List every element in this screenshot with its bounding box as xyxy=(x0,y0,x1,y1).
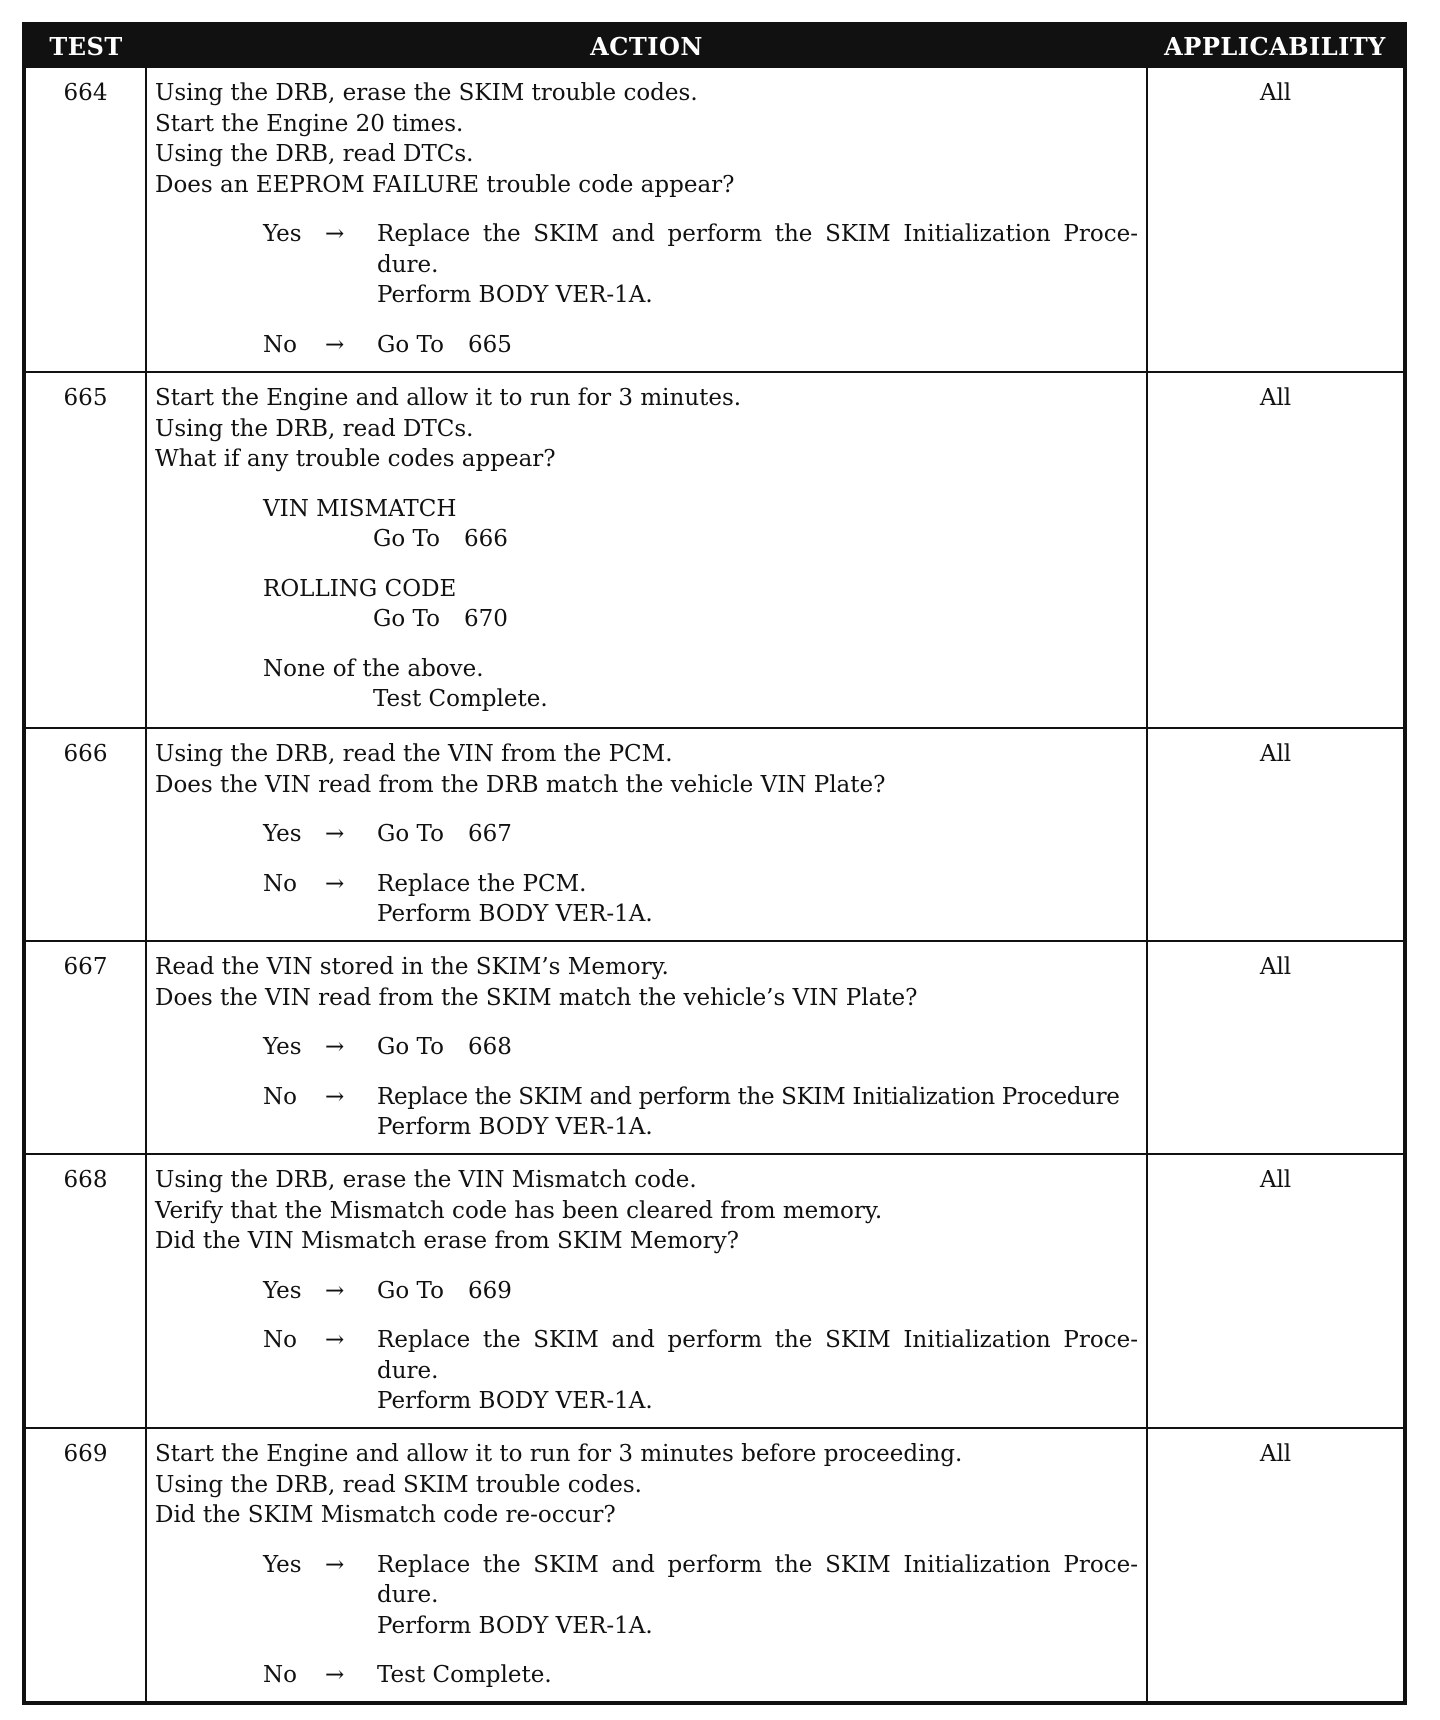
table-row xyxy=(24,728,1405,941)
result-line: Perform BODY VER-1A. xyxy=(377,282,653,308)
arrow-icon: → xyxy=(325,331,345,358)
goto-text: Go To xyxy=(377,331,444,358)
question-line: Does the VIN read from the DRB match the vehicle VIN Plate? xyxy=(155,771,886,798)
question-line: Using the DRB, read DTCs. xyxy=(155,141,474,167)
arrow-icon: → xyxy=(325,1551,345,1578)
yes-label: Yes xyxy=(263,821,302,847)
applicability-value: All xyxy=(1147,941,1405,1154)
test-number: 666 xyxy=(24,728,146,941)
arrow-icon: → xyxy=(325,821,345,847)
goto-text: Go To xyxy=(373,526,440,552)
no-branch xyxy=(263,1082,1138,1143)
result-line: Replace the SKIM and perform the SKIM Initialization Procedure xyxy=(377,1083,1120,1110)
yes-branch xyxy=(263,1032,1138,1063)
result-line: Perform BODY VER-1A. xyxy=(377,901,653,927)
goto-number: 665 xyxy=(467,331,512,358)
diagnostic-test-table xyxy=(22,22,1407,1705)
action-cell xyxy=(146,1428,1147,1703)
question-line: Using the DRB, read SKIM trouble codes. xyxy=(155,1471,642,1498)
no-branch xyxy=(263,1660,1138,1691)
result-line: Replace the SKIM and perform the SKIM Initialization Proce- xyxy=(377,1327,1138,1353)
question-line: Did the SKIM Mismatch code re-occur? xyxy=(155,1502,616,1528)
goto-text: Go To xyxy=(377,1277,444,1304)
applicability-value: All xyxy=(1147,1154,1405,1428)
test-number: 669 xyxy=(24,1428,146,1703)
table-row xyxy=(24,941,1405,1154)
result-line: Test Complete. xyxy=(377,1662,552,1688)
action-cell xyxy=(146,67,1147,372)
question-line: Did the VIN Mismatch erase from SKIM Memory? xyxy=(155,1228,739,1254)
test-number: 668 xyxy=(24,1154,146,1428)
diagnostic-sheet xyxy=(22,22,1403,1705)
question-line: Start the Engine and allow it to run for 3 minutes. xyxy=(155,385,742,411)
action-cell xyxy=(146,1154,1147,1428)
goto-text: Go To xyxy=(377,1034,444,1060)
header-test: TEST xyxy=(24,24,146,67)
question-line: Read the VIN stored in the SKIM’s Memory. xyxy=(155,954,669,980)
question-line: What if any trouble codes appear? xyxy=(155,446,556,472)
question-line: Does an EEPROM FAILURE trouble code appear? xyxy=(155,171,735,198)
option-result xyxy=(373,524,1138,555)
no-result xyxy=(377,1082,1138,1143)
yes-branch xyxy=(263,1276,1138,1307)
result-line: dure. xyxy=(377,1357,439,1384)
result-line: Perform BODY VER-1A. xyxy=(377,1114,653,1140)
no-branch xyxy=(263,869,1138,930)
code-option xyxy=(263,494,1138,555)
goto-text: Go To xyxy=(373,606,440,632)
goto-text: Go To xyxy=(377,821,444,847)
header-applicability: APPLICABILITY xyxy=(1147,24,1405,67)
arrow-icon: → xyxy=(325,1662,345,1688)
code-option xyxy=(263,654,1138,715)
no-result xyxy=(377,1660,1138,1691)
test-number: 664 xyxy=(24,67,146,372)
option-result xyxy=(373,604,1138,635)
question-line: Using the DRB, read DTCs. xyxy=(155,415,474,442)
question-line: Start the Engine and allow it to run for 3 minutes before proceeding. xyxy=(155,1441,963,1467)
no-result xyxy=(377,1325,1138,1417)
arrow-icon: → xyxy=(325,1083,345,1110)
applicability-value: All xyxy=(1147,728,1405,941)
result-line: dure. xyxy=(377,251,439,278)
no-result xyxy=(377,330,1138,361)
yes-label: Yes xyxy=(263,1034,302,1060)
arrow-icon: → xyxy=(325,1034,345,1060)
goto-number: 668 xyxy=(467,1034,512,1060)
no-result xyxy=(377,869,1138,930)
applicability-value: All xyxy=(1147,372,1405,728)
option-label: ROLLING CODE xyxy=(263,575,457,602)
no-branch xyxy=(263,1325,1138,1417)
yes-result xyxy=(377,819,1138,850)
arrow-icon: → xyxy=(325,1277,345,1304)
yes-label: Yes xyxy=(263,1277,302,1304)
arrow-icon: → xyxy=(325,221,345,247)
question-line: Verify that the Mismatch code has been cleared from memory. xyxy=(155,1197,883,1224)
yes-label: Yes xyxy=(263,221,302,247)
table-row xyxy=(24,1154,1405,1428)
result-line: Perform BODY VER-1A. xyxy=(377,1612,653,1639)
table-row xyxy=(24,1428,1405,1703)
question-line: Using the DRB, erase the VIN Mismatch code. xyxy=(155,1167,697,1193)
question-line: Using the DRB, read the VIN from the PCM. xyxy=(155,741,673,767)
code-option xyxy=(263,574,1138,635)
test-number: 667 xyxy=(24,941,146,1154)
no-label: No xyxy=(263,331,297,358)
no-label: No xyxy=(263,1662,297,1688)
action-cell xyxy=(146,941,1147,1154)
option-result: Test Complete. xyxy=(373,686,548,712)
applicability-value: All xyxy=(1147,1428,1405,1703)
question-line: Does the VIN read from the SKIM match the vehicle’s VIN Plate? xyxy=(155,984,918,1011)
yes-label: Yes xyxy=(263,1551,302,1578)
no-branch xyxy=(263,330,1138,361)
yes-result xyxy=(377,1550,1138,1642)
question-line: Using the DRB, erase the SKIM trouble codes. xyxy=(155,80,698,106)
action-cell xyxy=(146,372,1147,728)
result-line: Replace the PCM. xyxy=(377,870,587,897)
goto-number: 666 xyxy=(463,526,508,552)
question-line: Start the Engine 20 times. xyxy=(155,110,464,137)
goto-number: 669 xyxy=(467,1277,512,1304)
no-label: No xyxy=(263,1327,297,1353)
yes-branch xyxy=(263,219,1138,311)
header-action: ACTION xyxy=(146,24,1147,67)
arrow-icon: → xyxy=(325,1327,345,1353)
result-line: dure. xyxy=(377,1582,439,1608)
arrow-icon: → xyxy=(325,870,345,897)
yes-result xyxy=(377,1276,1138,1307)
table-row xyxy=(24,67,1405,372)
goto-number: 670 xyxy=(463,606,508,632)
test-number: 665 xyxy=(24,372,146,728)
no-label: No xyxy=(263,870,297,897)
yes-result xyxy=(377,1032,1138,1063)
no-label: No xyxy=(263,1083,297,1110)
goto-number: 667 xyxy=(467,821,512,847)
result-line: Replace the SKIM and perform the SKIM Initialization Proce- xyxy=(377,221,1138,247)
option-label: None of the above. xyxy=(263,655,484,682)
table-header xyxy=(24,24,1405,67)
option-label: VIN MISMATCH xyxy=(263,495,457,522)
yes-branch xyxy=(263,819,1138,850)
action-cell xyxy=(146,728,1147,941)
yes-branch xyxy=(263,1550,1138,1642)
applicability-value: All xyxy=(1147,67,1405,372)
table-row xyxy=(24,372,1405,728)
yes-result xyxy=(377,219,1138,311)
result-line: Replace the SKIM and perform the SKIM Initialization Proce- xyxy=(377,1551,1138,1578)
result-line: Perform BODY VER-1A. xyxy=(377,1388,653,1414)
